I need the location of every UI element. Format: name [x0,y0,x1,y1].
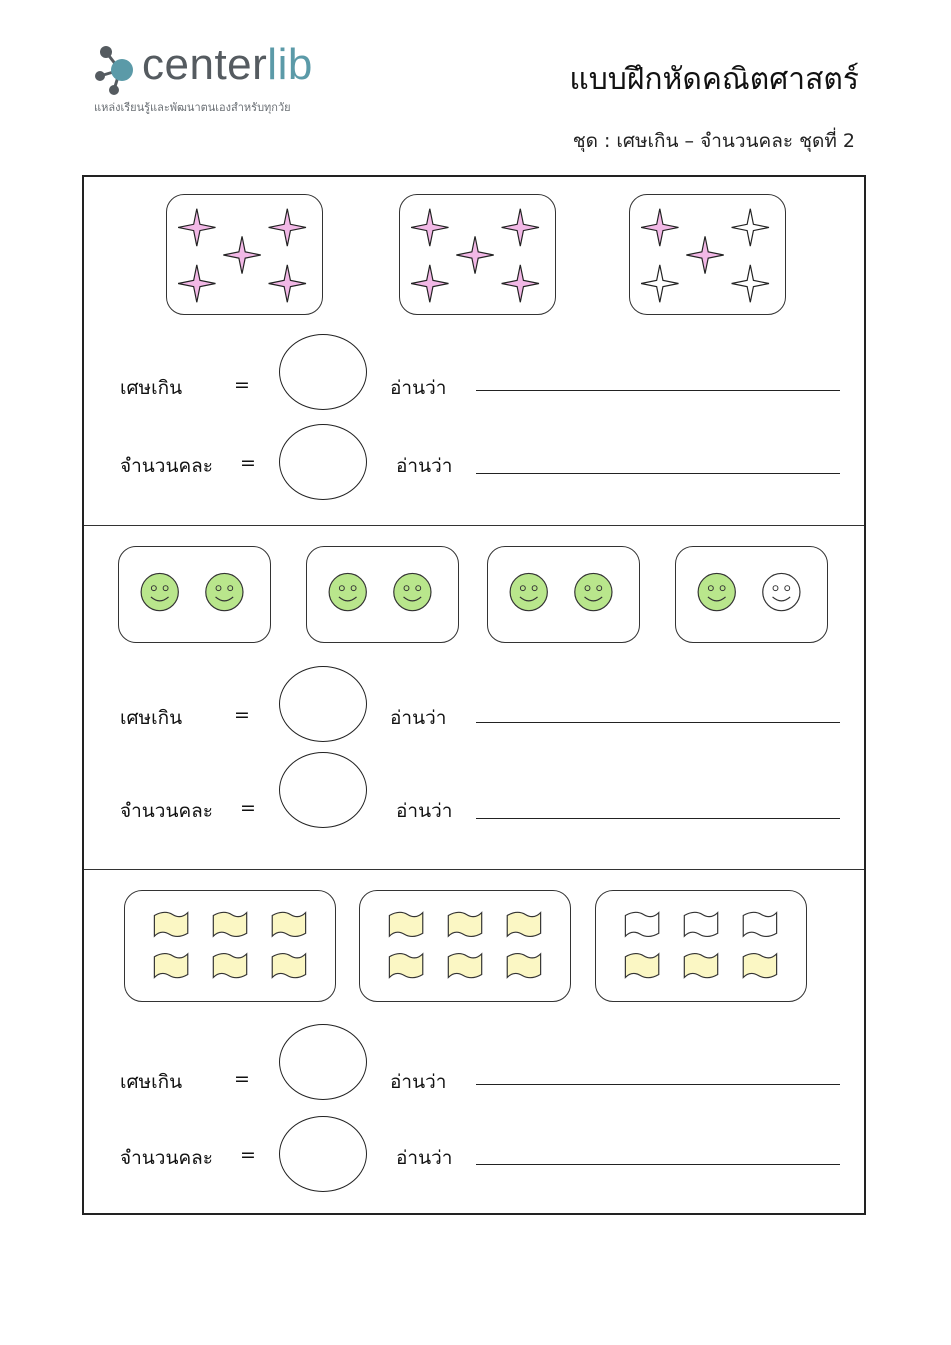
flag-icon [272,954,305,978]
page-subtitle: ชุด : เศษเกิน – จำนวนคละ ชุดที่ 2 [572,130,855,152]
improper-fraction-label: เศษเกิน [120,377,183,399]
star-icon [269,265,306,302]
flag-icon [213,912,246,936]
smiley-icon [763,573,800,610]
smiley-icon [141,573,178,610]
improper-fraction-reading-line[interactable] [476,1084,840,1085]
mixed-number-reading-line[interactable] [476,818,840,819]
flag-icon [154,912,187,936]
equals-sign: = [240,452,256,474]
mixed-number-reading-line[interactable] [476,473,840,474]
mixed-number-label: จำนวนคละ [120,800,214,822]
problem-3 [84,869,864,1216]
flag-group-3 [595,890,807,1002]
read-as-label: อ่านว่า [396,455,453,477]
improper-fraction-reading-line[interactable] [476,722,840,723]
smiley-icon [394,573,431,610]
star-icon [732,265,769,302]
star-icon [641,265,678,302]
flag-icon [213,954,246,978]
flag-icon [154,954,187,978]
smiley-icon [329,573,366,610]
star-group-drawing [400,195,555,314]
flag-group-1 [124,890,336,1002]
smiley-icon [206,573,243,610]
flag-icon [684,954,717,978]
improper-fraction-answer-oval[interactable] [279,334,367,410]
flag-icon [625,912,658,936]
flag-icon [448,954,481,978]
improper-fraction-label: เศษเกิน [120,1071,183,1093]
star-group-drawing [630,195,785,314]
star-icon [178,209,215,246]
flag-icon [684,912,717,936]
equals-sign: = [234,1068,250,1090]
mixed-number-label: จำนวนคละ [120,455,214,477]
smiley-group-1 [118,546,271,643]
flag-icon [743,912,776,936]
star-icon [686,236,723,273]
mixed-number-answer-oval[interactable] [279,1116,367,1192]
page-title: แบบฝึกหัดคณิตศาสตร์ [569,62,859,97]
logo-molecule-icon [92,42,148,98]
flag-icon [507,912,540,936]
equals-sign: = [240,797,256,819]
equals-sign: = [240,1144,256,1166]
smiley-group-3 [487,546,640,643]
smiley-icon [510,573,547,610]
star-icon [411,209,448,246]
equals-sign: = [234,374,250,396]
flag-group-drawing [360,891,570,1001]
flag-icon [389,912,422,936]
logo-tagline: แหล่งเรียนรู้และพัฒนาตนเองสำหรับทุกวัย [94,101,291,114]
star-icon [411,265,448,302]
mixed-number-answer-oval[interactable] [279,752,367,828]
worksheet [82,175,866,1215]
mixed-number-answer-oval[interactable] [279,424,367,500]
star-icon [269,209,306,246]
smiley-icon [698,573,735,610]
improper-fraction-answer-oval[interactable] [279,666,367,742]
star-group-1 [166,194,323,315]
smiley-group-drawing [307,547,458,642]
star-icon [641,209,678,246]
star-group-2 [399,194,556,315]
smiley-icon [575,573,612,610]
smiley-group-2 [306,546,459,643]
read-as-label: อ่านว่า [396,800,453,822]
star-icon [178,265,215,302]
read-as-label: อ่านว่า [396,1147,453,1169]
star-icon [732,209,769,246]
star-icon [502,265,539,302]
read-as-label: อ่านว่า [390,707,447,729]
flag-group-drawing [125,891,335,1001]
read-as-label: อ่านว่า [390,1071,447,1093]
read-as-label: อ่านว่า [390,377,447,399]
mixed-number-label: จำนวนคละ [120,1147,214,1169]
flag-icon [507,954,540,978]
star-icon [223,236,260,273]
logo-wordmark: centerlib [142,40,313,89]
flag-icon [389,954,422,978]
flag-group-2 [359,890,571,1002]
equals-sign: = [234,704,250,726]
flag-group-drawing [596,891,806,1001]
star-group-3 [629,194,786,315]
flag-icon [743,954,776,978]
improper-fraction-label: เศษเกิน [120,707,183,729]
improper-fraction-reading-line[interactable] [476,390,840,391]
star-icon [502,209,539,246]
improper-fraction-answer-oval[interactable] [279,1024,367,1100]
flag-icon [272,912,305,936]
problem-1 [84,177,864,525]
flag-icon [625,954,658,978]
star-icon [456,236,493,273]
flag-icon [448,912,481,936]
problem-2 [84,525,864,870]
star-group-drawing [167,195,322,314]
logo [92,40,352,120]
smiley-group-4 [675,546,828,643]
smiley-group-drawing [488,547,639,642]
smiley-group-drawing [676,547,827,642]
smiley-group-drawing [119,547,270,642]
mixed-number-reading-line[interactable] [476,1164,840,1165]
